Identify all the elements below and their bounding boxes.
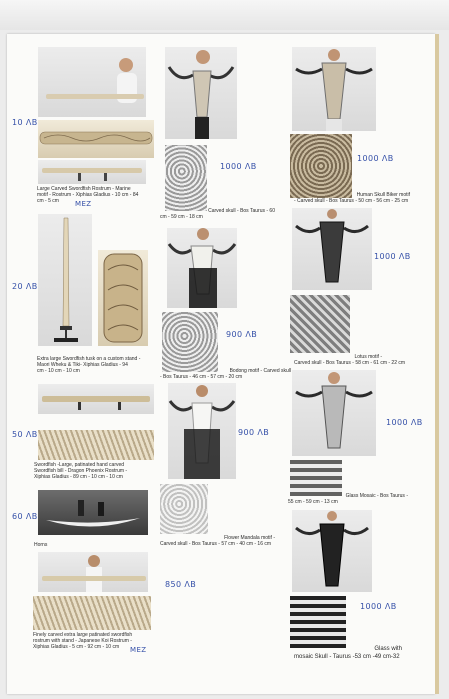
handwritten-price: 1000 ΛB <box>220 162 257 171</box>
biker-skull-model-photo <box>292 47 376 131</box>
caption-mosaic-skull: Glass with mosaic Skull - Taurus -53 cm -49 cm-32 <box>294 646 402 660</box>
rostrum-stand-photo <box>38 160 146 184</box>
scan-background-top <box>0 0 449 30</box>
handwritten-price: 10 ΛB <box>12 118 38 127</box>
koi-rostrum-model-photo <box>38 552 148 592</box>
glass-mosaic-skull-model-photo <box>292 370 376 456</box>
caption-glass-mosaic-skull: Glass Mosaic - Bos Taurus - 55 cm - 59 cm - 13 cm <box>288 493 408 505</box>
koi-rostrum-detail-photo <box>33 596 151 630</box>
caption-swordfish-rostrum: Large Carved Swordfish Rostrum - Marine motif - Rostrum - Xiphias Gladius - 10 cm - 84 cm - 5 cm <box>37 186 139 204</box>
tusk-on-stand-photo <box>38 214 92 346</box>
biker-skull-detail-photo <box>290 134 352 198</box>
mandala-skull-model-photo <box>168 383 236 479</box>
handwritten-price: 1000 ΛB <box>374 252 411 261</box>
dragon-rostrum-photo <box>38 384 154 414</box>
caption-dragon-rostrum: Swordfish -Large, patinated hand carved Swordfish bill - Dragon Phoenix Rostrum - Xiphias Gladius - 89 cm - 10 cm - 10 cm <box>34 462 128 480</box>
glass-mosaic-detail-photo <box>290 460 342 496</box>
caption-swordfish-tusk: Extra large Swordfish tusk on a custom stand - Maori Wheku & Tiki- Xiphias Gladius - 94 cm - 10 cm - 10 cm <box>37 356 141 374</box>
handwritten-price: 20 ΛB <box>12 282 38 291</box>
caption-lotus-skull: Lotus motif - Carved skull - Bos Taurus - 58 cm - 61 cm - 22 cm <box>294 354 406 366</box>
handwritten-price: 1000 ΛB <box>357 154 394 163</box>
bodong-skull-model-photo <box>167 228 237 308</box>
handwritten-price: 50 ΛB <box>12 430 38 439</box>
handwritten-price: 900 ΛB <box>226 330 258 339</box>
caption-biker-skull: Human Skull Biker motif - Carved skull - Bos Taurus - 50 cm - 56 cm - 25 cm <box>294 192 410 204</box>
caption-horns: Horns <box>34 542 48 548</box>
handwritten-price: 1000 ΛB <box>386 418 423 427</box>
mandala-skull-detail-photo <box>160 484 208 534</box>
handwritten-mark: MEZ <box>75 200 92 208</box>
caption-bodong-skull: Bodong motif - Carved skull - Bos Taurus - 46 cm - 57 cm - 20 cm <box>160 368 291 380</box>
handwritten-price: 1000 ΛB <box>360 602 397 611</box>
handwritten-price: 900 ΛB <box>238 428 270 437</box>
handwritten-mark: MEZ <box>130 646 147 654</box>
caption-mandala-skull: Flower Mandala motif - Carved skull - Bos Taurus - 57 cm - 40 cm - 16 cm <box>160 535 275 547</box>
bodong-skull-detail-photo <box>162 312 218 372</box>
lotus-skull-detail-photo <box>290 295 350 353</box>
page-edge <box>435 34 439 694</box>
handwritten-price: 60 ΛB <box>12 512 38 521</box>
caption-koi-rostrum: Finely carved extra large patinated swordfish rostrum with stand - Japanese Koi Rostrum - Xiphias Gladius - 5 cm - 92 cm - 10 cm <box>33 632 133 650</box>
dragon-rostrum-detail-photo <box>38 430 154 460</box>
model-holding-rostrum-photo <box>38 47 146 117</box>
model-figure <box>38 47 146 117</box>
tusk-closeup-photo <box>98 250 148 346</box>
carved-skull-model-photo <box>165 47 237 139</box>
mosaic-skull-model-photo <box>292 510 372 592</box>
rostrum-detail-photo <box>38 120 154 158</box>
mosaic-skull-detail-photo <box>290 596 346 648</box>
horns-photo <box>38 490 148 535</box>
handwritten-price: 850 ΛB <box>165 580 197 589</box>
carved-skull-detail-photo <box>165 145 207 211</box>
lotus-skull-model-photo <box>292 208 372 290</box>
caption-carved-skull: Carved skull - Bos Taurus - 60 cm - 59 cm - 18 cm <box>160 208 275 220</box>
